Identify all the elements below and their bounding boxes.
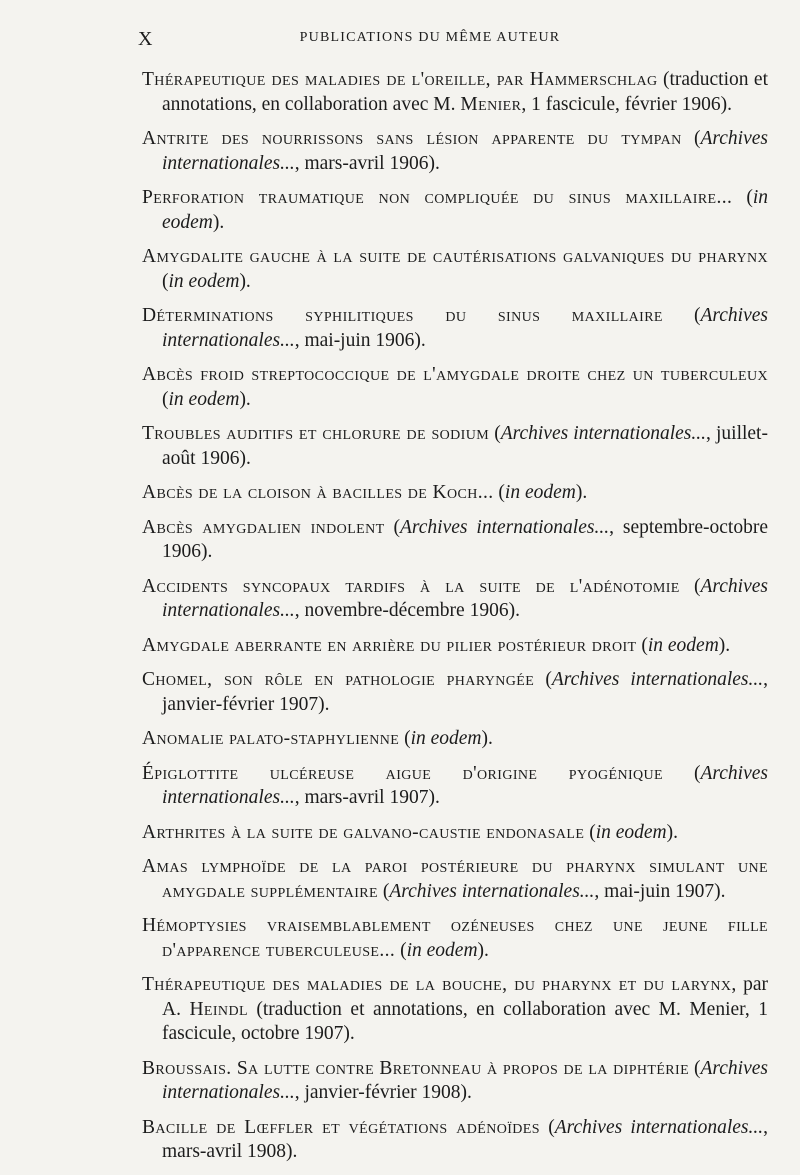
entry-journal: in eodem bbox=[168, 270, 240, 292]
entry-detail-tail: , 1 fascicule, février 1906). bbox=[521, 93, 732, 115]
entry-detail: ( bbox=[162, 388, 169, 410]
entry-journal: Archives internationales... bbox=[162, 575, 768, 621]
publication-entry bbox=[142, 914, 768, 963]
entry-title: Épiglottite ulcéreuse aigue d'origine pyogénique bbox=[142, 762, 663, 784]
entry-detail: ( bbox=[493, 482, 505, 503]
entry-title: Broussais. Sa lutte contre Bretonneau à propos de la diphtérie bbox=[142, 1057, 690, 1079]
entry-detail-tail: , janvier-février 1907). bbox=[162, 669, 769, 715]
entry-detail: ( bbox=[679, 575, 701, 597]
entry-detail: ( bbox=[539, 1116, 555, 1138]
entry-detail-tail: ). bbox=[718, 634, 731, 656]
entry-journal: in eodem bbox=[168, 388, 240, 410]
publication-entry bbox=[142, 762, 768, 811]
entry-author: Heindl bbox=[189, 998, 248, 1020]
publication-entry bbox=[142, 1057, 768, 1106]
entry-detail-tail: , novembre-décembre 1906). bbox=[294, 600, 520, 621]
entry-detail: ( bbox=[377, 880, 390, 902]
publication-list bbox=[142, 68, 768, 1175]
entry-detail: ( bbox=[384, 516, 400, 538]
entry-detail: (traduction et annotations, en collaboration avec M. bbox=[162, 69, 769, 115]
publication-entry bbox=[142, 821, 768, 846]
entry-journal: in eodem bbox=[410, 728, 482, 749]
entry-title: Abcès de la cloison à bacilles de Koch... bbox=[142, 482, 494, 503]
publication-entry bbox=[142, 304, 768, 353]
entry-detail: ( bbox=[689, 1057, 701, 1079]
entry-detail: par A. bbox=[162, 974, 768, 1020]
entry-title: Thérapeutique des maladies de la bouche, du pharynx et du larynx, bbox=[142, 974, 737, 995]
entry-journal: Archives internationales... bbox=[162, 762, 768, 808]
entry-detail: ( bbox=[584, 821, 596, 843]
entry-journal: in eodem bbox=[595, 821, 667, 843]
publication-entry bbox=[142, 634, 768, 659]
entry-title: Amas lymphoïde de la paroi postérieure du pharynx simulant une amygdale supplémentaire bbox=[142, 856, 768, 902]
entry-journal: Archives internationales... bbox=[162, 128, 768, 174]
entry-title: Troubles auditifs et chlorure de sodium bbox=[142, 423, 490, 444]
entry-title: Anomalie palato-staphylienne bbox=[142, 728, 400, 749]
entry-title: Chomel, son rôle en pathologie pharyngée bbox=[142, 669, 535, 690]
publication-entry bbox=[142, 127, 768, 176]
page-number: X bbox=[138, 28, 153, 50]
publication-entry bbox=[142, 973, 768, 1047]
entry-title: Hémoptysies vraisemblablement ozéneuses chez une jeune fille d'apparence tuberculeuse... bbox=[142, 915, 768, 961]
entry-detail: ( bbox=[681, 128, 701, 149]
entry-journal: in eodem bbox=[647, 634, 719, 656]
publication-entry bbox=[142, 422, 768, 471]
publication-entry bbox=[142, 855, 768, 904]
entry-journal: Archives internationales... bbox=[554, 1116, 764, 1138]
entry-detail-tail: (traduction et annotations, en collaboration avec M. Menier, 1 fascicule, octobre 1907). bbox=[162, 998, 768, 1044]
publication-entry bbox=[142, 516, 768, 565]
entry-detail-tail: ). bbox=[239, 270, 251, 292]
entry-title: Déterminations syphilitiques du sinus maxillaire bbox=[142, 305, 663, 326]
entry-detail: ( bbox=[489, 423, 501, 444]
entry-journal: Archives internationales... bbox=[162, 305, 768, 351]
entry-detail-tail: ). bbox=[239, 388, 251, 410]
entry-detail: ( bbox=[662, 305, 701, 326]
entry-title: Antrite des nourrissons sans lésion apparente du tympan bbox=[142, 128, 682, 149]
entry-title: Amygdale aberrante en arrière du pilier postérieur droit bbox=[142, 634, 637, 656]
entry-title: Accidents syncopaux tardifs à la suite de l'adénotomie bbox=[142, 575, 680, 597]
entry-journal: in eodem bbox=[162, 187, 768, 233]
publication-entry bbox=[142, 186, 768, 235]
publication-entry bbox=[142, 363, 768, 412]
entry-detail-tail: ). bbox=[477, 939, 489, 961]
entry-title: Abcès amygdalien indolent bbox=[142, 516, 385, 538]
entry-journal: in eodem bbox=[406, 939, 478, 961]
entry-detail-tail: , mars-avril 1907). bbox=[294, 787, 440, 808]
entry-title: Abcès froid streptococcique de l'amygdale droite chez un tuberculeux bbox=[142, 364, 768, 385]
entry-journal: Archives internationales... bbox=[551, 669, 764, 690]
entry-detail-tail: , mars-avril 1906). bbox=[294, 152, 440, 174]
entry-title: Amygdalite gauche à la suite de cautérisations galvaniques du pharynx bbox=[142, 246, 768, 267]
entry-detail-tail: , mars-avril 1908). bbox=[162, 1116, 769, 1162]
entry-detail-tail: ). bbox=[481, 728, 493, 749]
publication-entry bbox=[142, 668, 768, 717]
entry-detail: ( bbox=[395, 939, 407, 961]
publication-entry bbox=[142, 1116, 768, 1165]
entry-title: Perforation traumatique non compliquée du sinus maxillaire... bbox=[142, 187, 733, 208]
entry-detail: ( bbox=[663, 762, 701, 784]
entry-detail-tail: , janvier-février 1908). bbox=[294, 1082, 472, 1103]
entry-detail-tail: , juillet-août 1906). bbox=[162, 423, 768, 469]
entry-journal: Archives internationales... bbox=[389, 880, 595, 902]
entry-detail: ( bbox=[162, 270, 169, 292]
publication-entry bbox=[142, 727, 768, 752]
entry-detail: ( bbox=[534, 669, 552, 690]
entry-detail-tail: ). bbox=[575, 482, 588, 503]
entry-detail: ( bbox=[399, 728, 411, 749]
entry-detail-tail: ). bbox=[666, 821, 678, 843]
entry-title: Thérapeutique des maladies de l'oreille, par Hammerschlag bbox=[142, 69, 658, 90]
publication-entry bbox=[142, 68, 768, 117]
entry-detail-tail: , mai-juin 1907). bbox=[594, 880, 726, 902]
entry-detail-tail: ). bbox=[212, 211, 225, 233]
publication-entry bbox=[142, 245, 768, 294]
entry-author: Menier bbox=[460, 93, 522, 115]
entry-journal: Archives internationales... bbox=[500, 423, 706, 444]
entry-journal: Archives internationales... bbox=[162, 1057, 768, 1103]
entry-title: Arthrites à la suite de galvano-caustie endonasale bbox=[142, 821, 585, 843]
entry-journal: in eodem bbox=[504, 482, 576, 503]
running-title: PUBLICATIONS DU MÊME AUTEUR bbox=[299, 30, 561, 45]
entry-detail-tail: , septembre-octobre 1906). bbox=[162, 516, 768, 562]
publication-entry bbox=[142, 575, 768, 624]
entry-journal: Archives internationales... bbox=[399, 516, 610, 538]
entry-detail: ( bbox=[732, 187, 753, 208]
publication-entry bbox=[142, 481, 768, 506]
entry-title: Bacille de Lœffler et végétations adénoïdes bbox=[142, 1116, 540, 1138]
page-header bbox=[0, 24, 800, 52]
entry-detail-tail: , mai-juin 1906). bbox=[294, 329, 426, 351]
entry-detail: ( bbox=[636, 634, 648, 656]
